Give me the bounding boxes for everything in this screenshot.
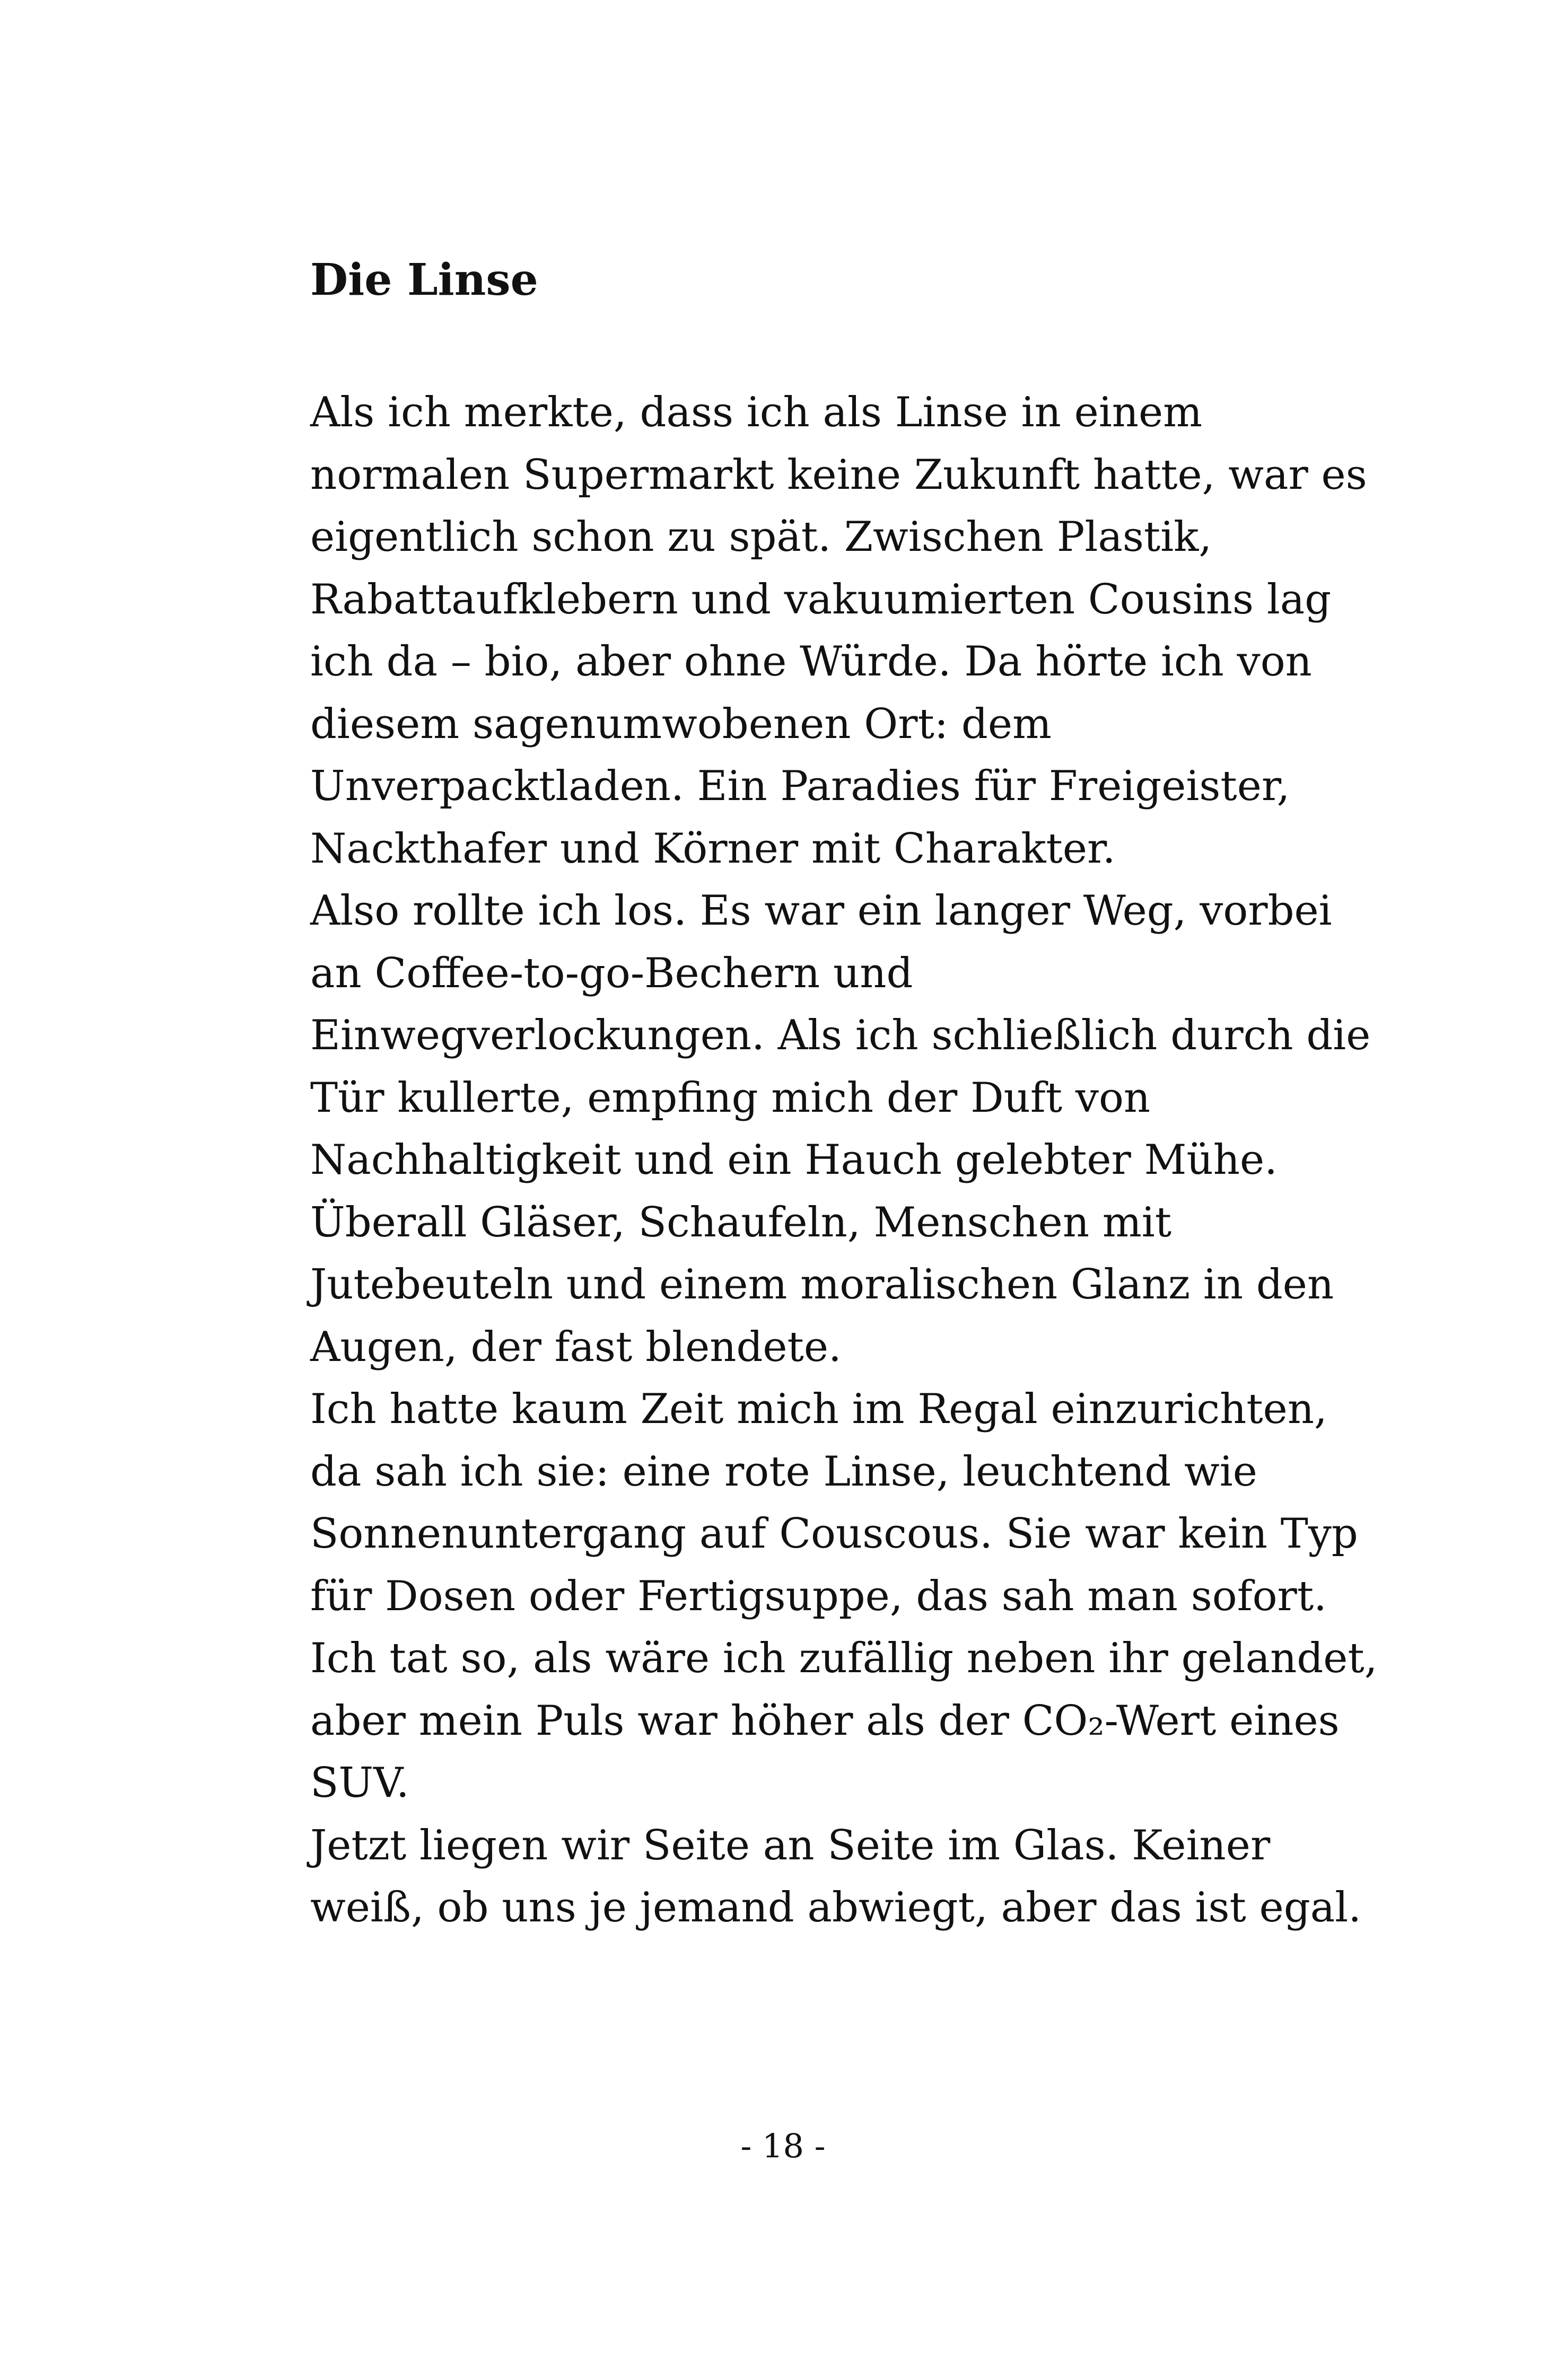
text-line: Einwegverlockungen. Als ich schließlich durch die (310, 1012, 1371, 1059)
text-line: Jutebeuteln und einem moralischen Glanz in den (310, 1261, 1334, 1308)
text-line: Nackthafer und Körner mit Charakter. (310, 824, 1116, 873)
text-line: Nachhaltigkeit und ein Hauch gelebter Mühe. (310, 1136, 1278, 1184)
text-line: Überall Gläser, Schaufeln, Menschen mit (310, 1198, 1172, 1246)
text-line: da sah ich sie: eine rote Linse, leuchtend wie (310, 1447, 1257, 1496)
text-line: Ich tat so, als wäre ich zufällig neben ihr gelandet, (310, 1635, 1378, 1682)
page-number: - 18 - (740, 2127, 826, 2165)
text-line: ich da – bio, aber ohne Würde. Da hörte ich von (310, 638, 1312, 686)
text-line: SUV. (310, 1759, 409, 1807)
text-line: Tür kullerte, empfing mich der Duft von (310, 1074, 1151, 1122)
text-line: Ich hatte kaum Zeit mich im Regal einzurichten, (310, 1385, 1327, 1433)
text-line: Unverpacktladen. Ein Paradies für Freigeister, (310, 762, 1290, 810)
text-line: an Coffee-to-go-Bechern und (310, 949, 913, 997)
story-body (310, 382, 1397, 1939)
text-line: diesem sagenumwobenen Ort: dem (310, 700, 1052, 748)
text-line: für Dosen oder Fertigsuppe, das sah man sofort. (310, 1572, 1327, 1620)
text-line: Rabattaufklebern und vakuumierten Cousins lag (310, 575, 1332, 623)
text-line: eigentlich schon zu spät. Zwischen Plastik, (310, 513, 1212, 561)
text-line: Sonnenuntergang auf Couscous. Sie war kein Typ (310, 1510, 1358, 1558)
story-title: Die Linse (310, 254, 538, 305)
text-line: Jetzt liegen wir Seite an Seite im Glas. Keiner (310, 1821, 1271, 1869)
text-line: Also rollte ich los. Es war ein langer Weg, vorbei (310, 887, 1332, 935)
text-line: Als ich merkte, dass ich als Linse in einem (310, 389, 1203, 436)
text-line: Augen, der fast blendete. (310, 1323, 842, 1371)
text-line: normalen Supermarkt keine Zukunft hatte, war es (310, 451, 1367, 499)
text-line: aber mein Puls war höher als der CO₂-Wert eines (310, 1697, 1340, 1745)
text-line: weiß, ob uns je jemand abwiegt, aber das ist egal. (310, 1884, 1361, 1931)
